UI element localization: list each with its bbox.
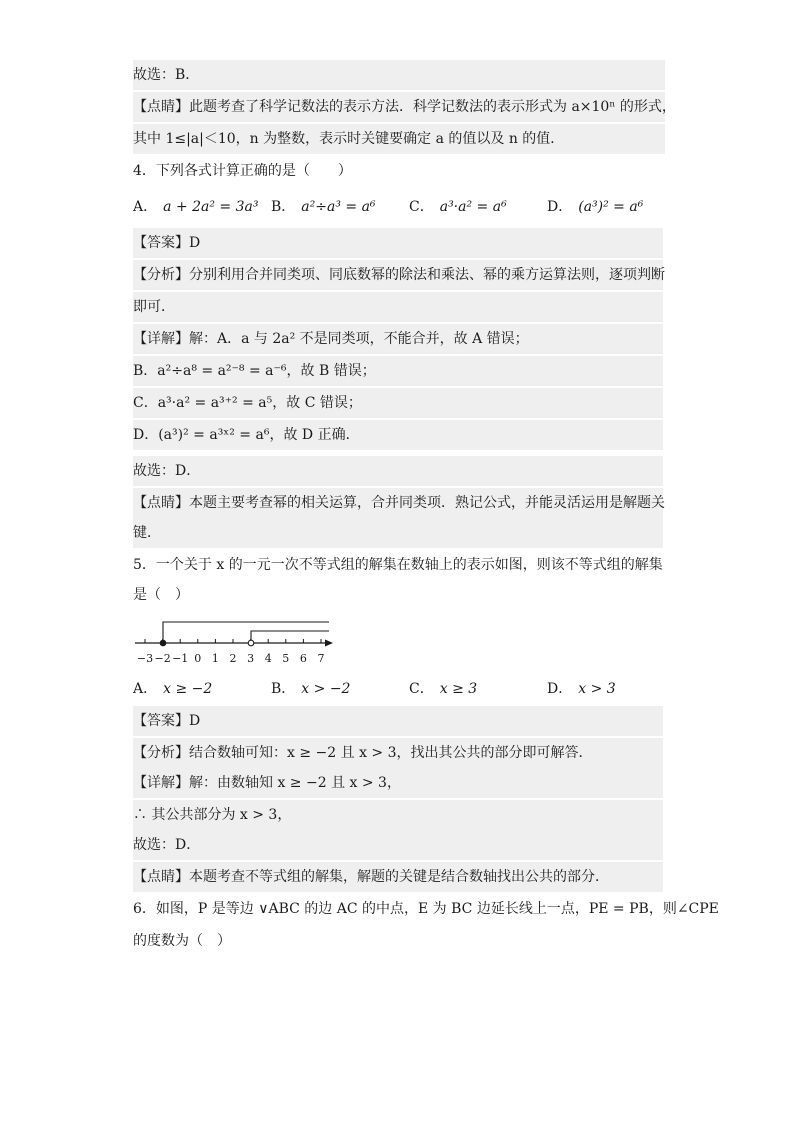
tick-label: 0: [194, 652, 202, 665]
q4-answer: 【答案】D: [133, 228, 663, 258]
question-5-line-2: 是（ ）: [133, 587, 189, 603]
hollow-dot-3: [248, 640, 254, 646]
question-5-line-1: 5．一个关于 x 的一元一次不等式组的解集在数轴上的表示如图，则该不等式组的解集: [133, 557, 663, 573]
q4-option-a: A． a + 2a² = 3a³: [133, 199, 259, 215]
tick-label: 7: [317, 652, 325, 665]
q5-option-a: A． x ≥ −2: [133, 681, 213, 697]
solid-dot-minus-2: [160, 640, 166, 646]
question-6-line-1: 6．如图，P 是等边 ∨ABC 的边 AC 的中点，E 为 BC 边延长线上一点，PE = PB，则∠CPE: [133, 901, 719, 917]
question-6-line-2: 的度数为（ ）: [133, 933, 231, 949]
q5-choose: 故选：D．: [133, 830, 663, 860]
q5-detail-2: ∴ 其公共部分为 x > 3，: [133, 800, 663, 830]
choose-b-line: 故选：B．: [133, 60, 665, 90]
q4-detail-1: 【详解】解：A．a 与 2a² 不是同类项，不能合并，故 A 错误；: [133, 324, 663, 354]
question-4: 4．下列各式计算正确的是（ ）: [133, 163, 352, 179]
q5-note: 【点睛】本题考查不等式组的解集，解题的关键是结合数轴找出公共的部分．: [133, 862, 663, 892]
q4-option-c: C． a³·a² = a⁶: [409, 199, 507, 215]
q4-detail-4: D．(a³)² = a³ˣ² = a⁶，故 D 正确．: [133, 420, 663, 450]
tick-label: −3: [136, 652, 154, 665]
tick-label: 3: [247, 652, 255, 665]
q4-option-d: D． (a³)² = a⁶: [547, 199, 644, 215]
tick-label: −1: [172, 652, 189, 665]
q5-option-c: C． x ≥ 3: [409, 681, 478, 697]
tick-label: 5: [282, 652, 290, 665]
q5-option-b: B． x > −2: [271, 681, 351, 697]
q4-analysis-2: 即可．: [133, 292, 663, 322]
q5-answer: 【答案】D: [133, 706, 663, 736]
number-line-figure: [133, 615, 343, 671]
note-line-1: 【点睛】此题考查了科学记数法的表示方法．科学记数法的表示形式为 a×10ⁿ 的形式，: [133, 92, 665, 122]
q4-detail-2: B．a²÷a⁸ = a²⁻⁸ = a⁻⁶，故 B 错误；: [133, 356, 663, 386]
q4-options: [133, 192, 663, 222]
ray-x-ge-minus-2: [163, 622, 329, 643]
q4-choose: 故选：D．: [133, 456, 663, 486]
q4-note-1: 【点睛】本题主要考查幂的相关运算，合并同类项．熟记公式，并能灵活运用是解题关: [133, 488, 663, 518]
q4-analysis-1: 【分析】分别利用合并同类项、同底数幂的除法和乘法、幂的乘方运算法则，逐项判断: [133, 260, 663, 290]
tick-label: 6: [299, 652, 307, 665]
q5-detail-1: 【详解】解：由数轴知 x ≥ −2 且 x > 3，: [133, 768, 663, 798]
tick-label: −2: [154, 652, 171, 665]
q4-note-2: 键．: [133, 518, 663, 548]
note-line-2: 其中 1≤|a|＜10，n 为整数，表示时关键要确定 a 的值以及 n 的值．: [133, 124, 665, 154]
tick-label: 2: [229, 652, 237, 665]
q5-option-d: D． x > 3: [547, 681, 616, 697]
tick-label: 4: [264, 652, 272, 665]
q4-detail-3: C．a³·a² = a³⁺² = a⁵，故 C 错误；: [133, 388, 663, 418]
number-line-arrow: [325, 640, 333, 647]
tick-label: 1: [211, 652, 219, 665]
q5-analysis: 【分析】结合数轴可知：x ≥ −2 且 x > 3，找出其公共的部分即可解答．: [133, 738, 663, 768]
q5-options: [133, 674, 663, 704]
number-line-tick-labels: [137, 652, 325, 665]
ray-x-gt-3: [251, 631, 329, 643]
q4-option-b: B． a²÷a³ = a⁶: [271, 199, 376, 215]
